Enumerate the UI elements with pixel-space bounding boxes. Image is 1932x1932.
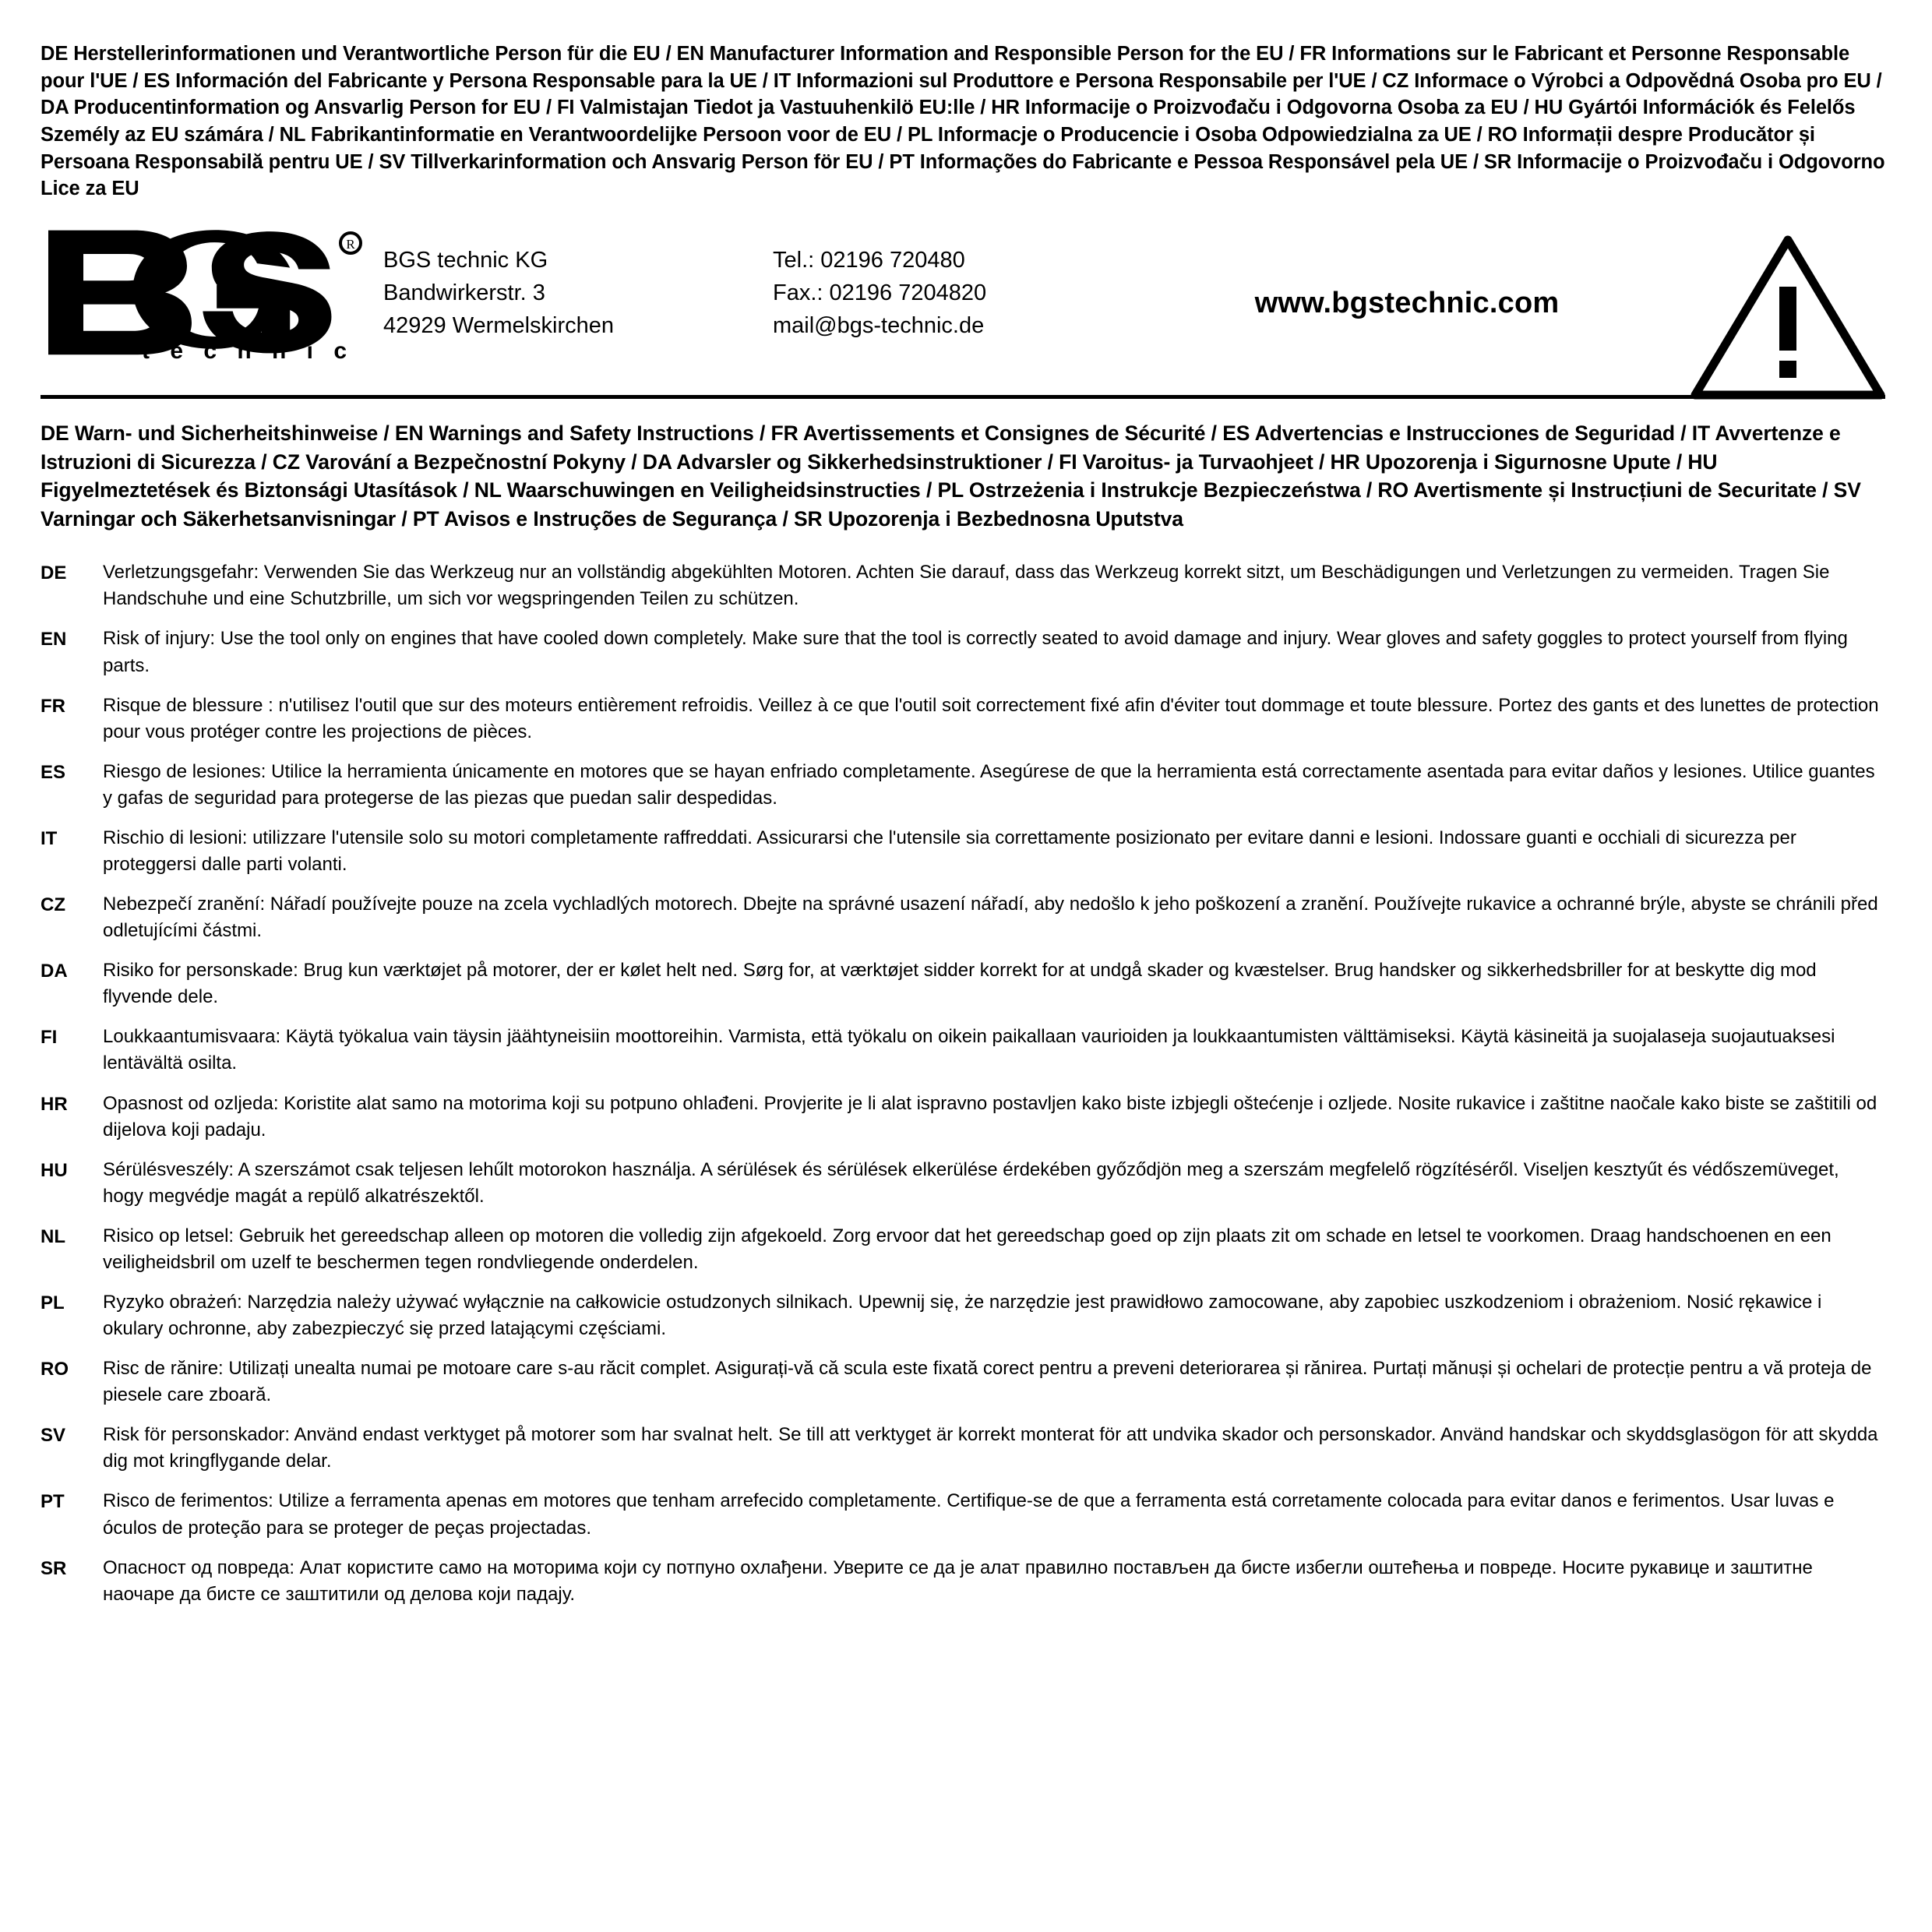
- instruction-text: Risco de ferimentos: Utilize a ferramenta apenas em motores que tenham arrefecido completamente. Certifique-se de que a ferramenta está corretamente colocada para evitar danos e ferimentos. Usar luvas e óculos de proteção para se proteger de peças projectadas.: [103, 1490, 1835, 1539]
- instruction-text: Risiko for personskade: Brug kun værktøjet på motorer, der er kølet helt ned. Sørg for, at værktøjet sidder korrekt for at undgå skader og kvæstelser. Brug handsker og sikkerhedsbriller for at beskytte dig mod flyvende dele.: [103, 960, 1817, 1008]
- bgs-logo-icon: [41, 229, 368, 361]
- instruction-row-hu: [41, 1157, 1885, 1210]
- safety-section-heading: DE Warn- und Sicherheitshinweise / EN Warnings and Safety Instructions / FR Avertissements et Consignes de Sécurité / ES Advertencias e Instrucciones de Seguridad / IT Avvertenze e Istruzioni di Sicurezza / CZ Varování a Bezpečnostní Pokyny / DA Advarsler og Sikkerhedsinstruktioner / FI Varoitus- ja Turvaohjeet / HR Upozorenja i Sigurnosne Upute / HU Figyelmeztetések és Biztonsági Utasítások / NL Waarschuwingen en Veiligheidsinstructies / PL Ostrzeżenia i Instrukcje Bezpieczeństwa / RO Avertismente și Instrucțiuni de Securitate / SV Varningar och Säkerhetsanvisningar / PT Avisos e Instruções de Segurança / SR Upozorenja i Bezbednosna Uputstva: [41, 421, 1861, 531]
- company-fax: Fax.: 02196 7204820: [773, 280, 987, 305]
- language-code: DA: [41, 961, 68, 982]
- language-code: PL: [41, 1292, 65, 1313]
- instruction-row-de: [41, 559, 1885, 612]
- instruction-row-sr: [41, 1555, 1885, 1608]
- language-code: FI: [41, 1027, 58, 1049]
- instruction-row-nl: [41, 1223, 1885, 1276]
- instruction-row-pl: [41, 1289, 1885, 1342]
- instruction-row-hr: [41, 1091, 1885, 1144]
- language-code: HU: [41, 1159, 68, 1181]
- instruction-text: Risico op letsel: Gebruik het gereedschap alleen op motoren die volledig zijn afgekoeld. Zorg ervoor dat het gereedschap goed op zijn plaats zit om schade en letsel te voorkomen. Draag handschoenen en een veiligheidsbril om uzelf te beschermen tegen rondvliegende onderdelen.: [103, 1225, 1832, 1273]
- language-code: EN: [41, 629, 67, 650]
- instruction-row-es: [41, 759, 1885, 812]
- company-name: BGS technic KG: [383, 248, 548, 273]
- instruction-row-fi: [41, 1024, 1885, 1077]
- warning-triangle-icon: [1690, 234, 1885, 401]
- warning-triangle: [1675, 223, 1885, 401]
- instruction-text: Nebezpečí zranění: Nářadí používejte pouze na zcela vychladlých motorech. Dbejte na správné usazení nářadí, aby nedošlo k jeho poškození a zranění. Používejte rukavice a ochranné brýle, abyste se chránili před odletujícími částmi.: [103, 894, 1878, 942]
- instruction-row-sv: [41, 1422, 1885, 1475]
- instruction-text: Risque de blessure : n'utilisez l'outil que sur des moteurs entièrement refroidis. Veillez à ce que l'outil soit correctement fixé afin d'éviter tout dommage et toute blessure. Portez des gants et des lunettes de protection pour vous protéger contre les projections de pièces.: [103, 694, 1879, 742]
- company-website[interactable]: www.bgstechnic.com: [1254, 287, 1560, 320]
- company-street: Bandwirkerstr. 3: [383, 280, 545, 305]
- instruction-text: Risk of injury: Use the tool only on engines that have cooled down completely. Make sure that the tool is correctly seated to avoid damage and injury. Wear gloves and safety goggles to protect yourself from flying parts.: [103, 628, 1848, 676]
- instruction-row-it: [41, 825, 1885, 878]
- instruction-text: Risc de rănire: Utilizați unealta numai pe motoare care s-au răcit complet. Asigurați-vă că scula este fixată corect pentru a preveni deteriorarea și rănirea. Purtați mănuși și ochelari de protecție pentru a vă proteja de piesele care zboară.: [103, 1358, 1872, 1406]
- instruction-text: Ryzyko obrażeń: Narzędzia należy używać wyłącznie na całkowicie ostudzonych silnikach. Upewnij się, że narzędzie jest prawidłowo zamocowane, aby zapobiec uszkodzeniom i obrażeniom. Nosić rękawice i okulary ochronne, aby zabezpieczyć się przed latającymi częściami.: [103, 1292, 1822, 1340]
- language-code: CZ: [41, 894, 65, 916]
- instruction-text: Sérülésveszély: A szerszámot csak teljesen lehűlt motorokon használja. A sérülések és sérülések elkerülése érdekében győződjön meg a szerszám megfelelő rögzítéséről. Viseljen kesztyűt és védőszemüveget, hogy megvédje magát a repülő alkatrészektől.: [103, 1158, 1839, 1207]
- company-email[interactable]: mail@bgs-technic.de: [773, 312, 985, 338]
- multilingual-header-title: DE Herstellerinformationen und Verantwortliche Person für die EU / EN Manufacturer Information and Responsible Person for the EU / FR Informations sur le Fabricant et Personne Responsable pour l'UE / ES Información del Fabricante y Persona Responsable para la UE / IT Informazioni sul Produttore e Persona Responsabile per l'UE / CZ Informace o Výrobci a Odpovědná Osoba pro EU / DA Producentinformation og Ansvarlig Person for EU / FI Valmistajan Tiedot ja Vastuuhenkilö EU:lle / HR Informacije o Proizvođaču i Odgovorna Osoba za EU / HU Gyártói Információk és Felelős Személy az EU számára / NL Fabrikantinformatie en Verantwoordelijke Persoon voor de EU / PL Informacje o Producencie i Osoba Odpowiedzialna za UE / RO Informații despre Producător și Persoana Responsabilă pentru UE / SV Tillverkarinformation och Ansvarig Person för EU / PT Informações do Fabricante e Pessoa Responsável pela UE / SR Informacije o Proizvođaču i Odgovorno Lice za EU: [41, 43, 1885, 200]
- bgs-logo: [41, 223, 383, 361]
- company-contact: [773, 223, 1139, 342]
- language-code: ES: [41, 761, 66, 783]
- instruction-row-fr: [41, 693, 1885, 746]
- instruction-row-da: [41, 957, 1885, 1010]
- language-code: HR: [41, 1093, 68, 1115]
- language-code: FR: [41, 695, 65, 717]
- instruction-text: Rischio di lesioni: utilizzare l'utensile solo su motori completamente raffreddati. Assicurarsi che l'utensile sia correttamente posizionato per evitare danni e lesioni. Indossare guanti e occhiali di sicurezza per proteggersi dalle parti volanti.: [103, 827, 1796, 875]
- instruction-text: Riesgo de lesiones: Utilice la herramienta únicamente en motores que se hayan enfriado completamente. Asegúrese de que la herramienta está correctamente asentada para evitar daños y lesiones. Utilice guantes y gafas de seguridad para protegerse de las piezas que puedan salir despedidas.: [103, 760, 1875, 809]
- instruction-row-pt: [41, 1488, 1885, 1541]
- instruction-row-cz: [41, 891, 1885, 944]
- company-tel: Tel.: 02196 720480: [773, 248, 965, 273]
- instruction-text: Опасност од повреда: Алат користите само на моторима који су потпуно охлађени. Уверите се да је алат правилно постављен да бисте избегли оштећења и повреде. Носите рукавице и заштитне наочаре да бисте се заштитили од делова који падају.: [103, 1557, 1813, 1605]
- company-city: 42929 Wermelskirchen: [383, 312, 615, 338]
- instruction-text: Opasnost od ozljeda: Koristite alat samo na motorima koji su potpuno ohlađeni. Provjerite je li alat ispravno postavljen kako biste izbjegli oštećenje i ozljede. Nosite rukavice i zaštitne naočale kako biste se zaštitili od dijelova koji padaju.: [103, 1092, 1877, 1141]
- language-code: SR: [41, 1557, 67, 1579]
- company-address: [383, 223, 773, 342]
- instruction-text: Verletzungsgefahr: Verwenden Sie das Werkzeug nur an vollständig abgekühlten Motoren. Achten Sie darauf, dass das Werkzeug korrekt sitzt, um Beschädigungen und Verletzungen zu vermeiden. Tragen Sie Handschuhe und eine Schutzbrille, um sich vor wegspringenden Teilen zu schützen.: [103, 562, 1830, 610]
- instruction-text: Loukkaantumisvaara: Käytä työkalua vain täysin jäähtyneisiin moottoreihin. Varmista, että työkalu on oikein paikallaan vaurioiden ja loukkaantumisten välttämiseksi. Käytä käsineitä ja suojalaseja suojautuaksesi lentävältä osilta.: [103, 1026, 1835, 1074]
- header-divider: [41, 395, 1885, 399]
- instruction-row-en: [41, 626, 1885, 679]
- instruction-list: [41, 559, 1885, 1608]
- company-info-block: [41, 223, 1885, 390]
- svg-text:R: R: [346, 237, 355, 252]
- language-code: RO: [41, 1359, 69, 1380]
- language-code: PT: [41, 1491, 65, 1513]
- language-code: DE: [41, 562, 67, 584]
- language-code: NL: [41, 1225, 65, 1247]
- instruction-row-ro: [41, 1356, 1885, 1408]
- language-code: SV: [41, 1425, 66, 1447]
- svg-text:t e c h n i c: t e c h n i c: [142, 338, 354, 362]
- language-code: IT: [41, 827, 58, 849]
- instruction-text: Risk för personskador: Använd endast verktyget på motorer som har svalnat helt. Se till att verktyget är korrekt monterat för att undvika skador och personskador. Använd handskar och skyddsglasögon för att skydda dig mot kringflygande delar.: [103, 1424, 1878, 1472]
